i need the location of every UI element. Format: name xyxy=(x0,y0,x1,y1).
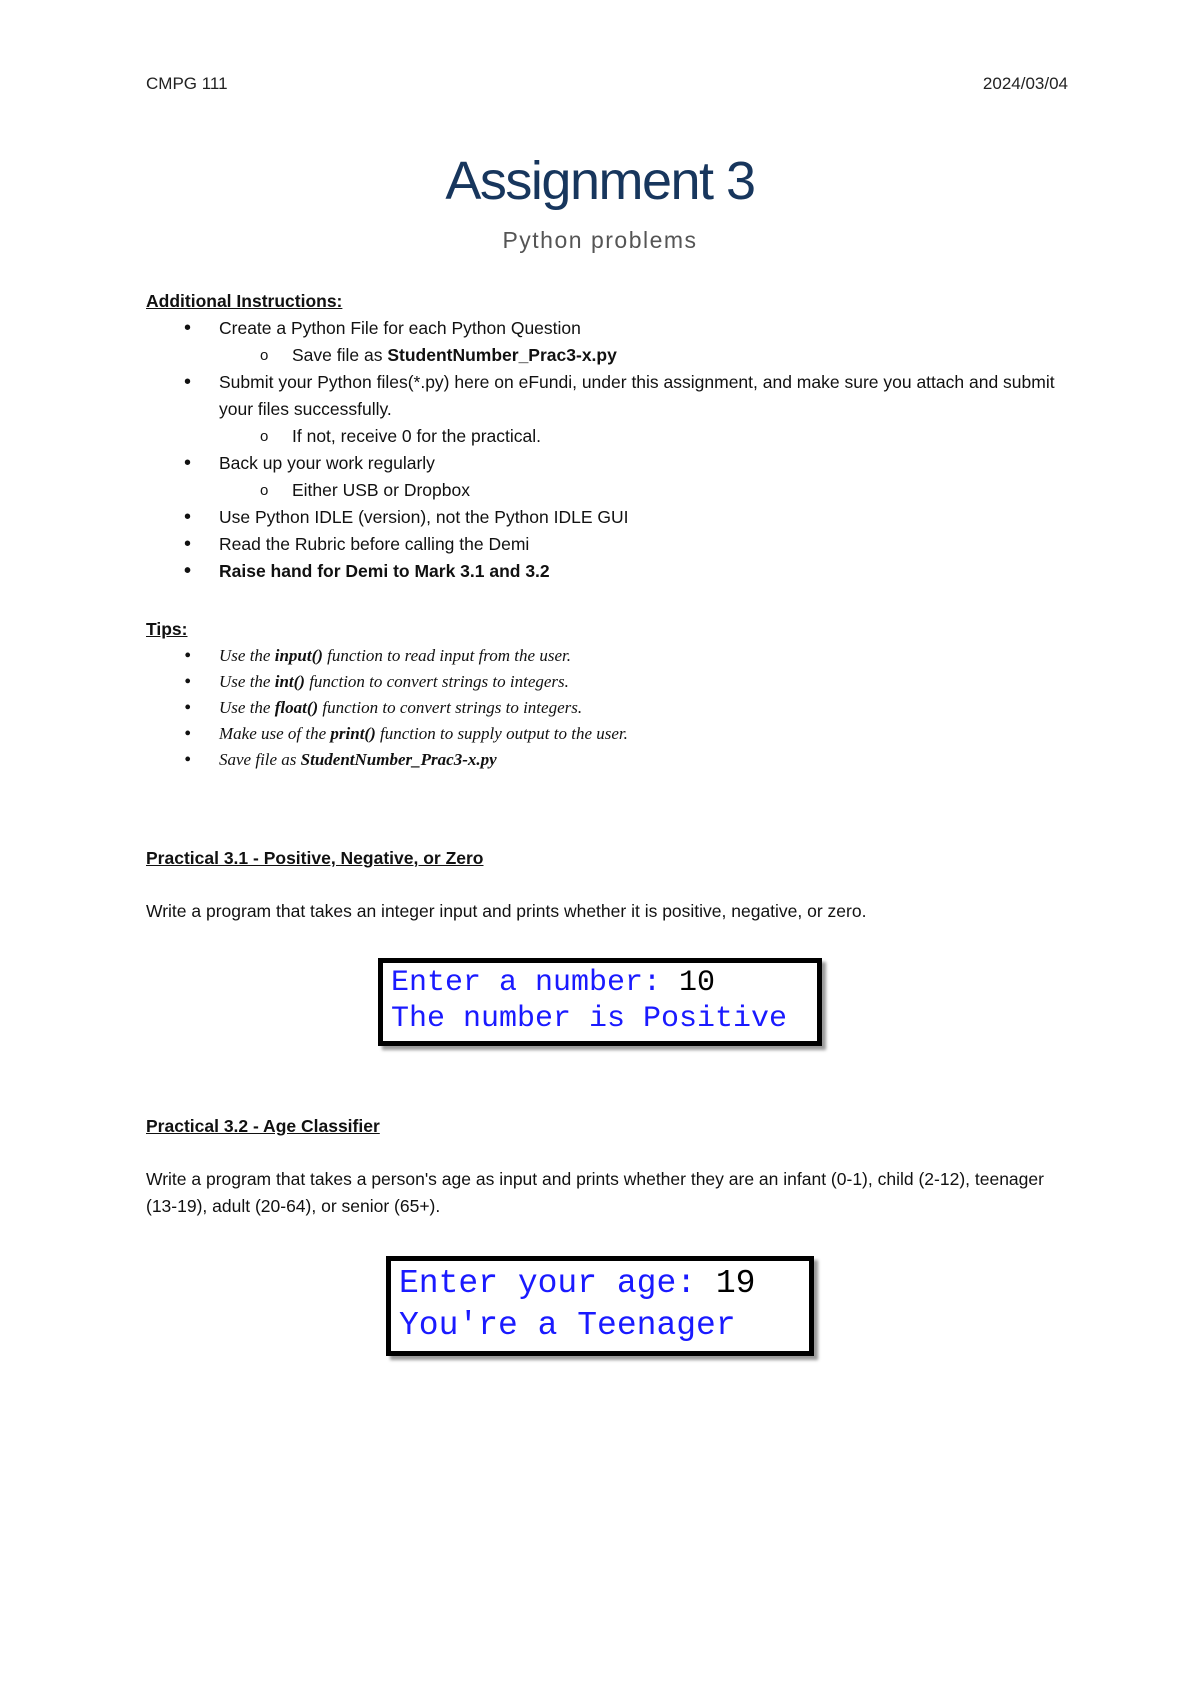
practical-3-2-heading: Practical 3.2 - Age Classifier xyxy=(146,1116,380,1136)
list-subitem: o Either USB or Dropbox xyxy=(146,477,1066,504)
list-item: • Submit your Python files(*.py) here on eFundi, under this assignment, and make sure you attach and submit your files successfully. xyxy=(146,369,1066,423)
console-line: The number is Positive xyxy=(391,1002,788,1036)
filename-bold: StudentNumber_Prac3-x.py xyxy=(387,345,617,365)
console-output-3-2 xyxy=(386,1256,814,1356)
tip-text: function to supply output to the user. xyxy=(375,724,628,743)
practical-3-2-description: Write a program that takes a person's age as input and prints whether they are an infant (0-1), child (2-12), teenager (13-19), adult (20-64), or senior (65+). xyxy=(146,1169,1044,1216)
tips-section xyxy=(146,616,1066,773)
page-title: Assignment 3 xyxy=(445,151,755,211)
tip-text: function to convert strings to integers. xyxy=(304,672,569,691)
tip-code: int() xyxy=(274,672,305,691)
list-item xyxy=(146,747,1066,773)
list-item xyxy=(146,669,1066,695)
tip-code: StudentNumber_Prac3-x.py xyxy=(300,750,497,769)
list-item: • Read the Rubric before calling the Demi xyxy=(146,531,1066,558)
tip-text: function to read input from the user. xyxy=(322,646,571,665)
instructions-list xyxy=(146,315,1066,585)
list-subitem-text: Save file as xyxy=(292,345,388,365)
console-line: You're a Teenager xyxy=(399,1307,736,1344)
tip-text: Use the xyxy=(219,672,275,691)
list-item: • Create a Python File for each Python Question xyxy=(146,315,1066,342)
list-item xyxy=(146,695,1066,721)
tips-list xyxy=(146,643,1066,773)
list-subitem xyxy=(146,342,1066,369)
practical-3-1-heading: Practical 3.1 - Positive, Negative, or Zero xyxy=(146,848,484,868)
header-date: 2024/03/04 xyxy=(982,74,1068,93)
list-subitem: o If not, receive 0 for the practical. xyxy=(146,423,1066,450)
tip-text: Save file as xyxy=(219,750,301,769)
console-input: 19 xyxy=(715,1265,756,1302)
tip-code: input() xyxy=(274,646,323,665)
practical-3-1-section xyxy=(146,845,1066,925)
list-item: • Back up your work regularly xyxy=(146,450,1066,477)
console-prompt: Enter your age: xyxy=(399,1265,716,1302)
instructions-heading: Additional Instructions: xyxy=(146,291,343,311)
tips-heading: Tips: xyxy=(146,619,188,639)
console-output-3-1 xyxy=(378,958,822,1046)
tip-text: Use the xyxy=(219,646,275,665)
console-line xyxy=(391,965,809,1001)
practical-3-2-section xyxy=(146,1113,1066,1220)
tip-code: float() xyxy=(274,698,319,717)
console-input: 10 xyxy=(679,966,716,1000)
list-item xyxy=(146,721,1066,747)
instructions-section xyxy=(146,288,1066,585)
console-line xyxy=(399,1263,801,1305)
list-item: • Use Python IDLE (version), not the Python IDLE GUI xyxy=(146,504,1066,531)
page-subtitle: Python problems xyxy=(502,227,698,253)
tip-text: Make use of the xyxy=(219,724,331,743)
tip-text: Use the xyxy=(219,698,275,717)
list-item xyxy=(146,643,1066,669)
tip-code: print() xyxy=(330,724,376,743)
console-prompt: Enter a number: xyxy=(391,966,680,1000)
tip-text: function to convert strings to integers. xyxy=(318,698,583,717)
header-course: CMPG 111 xyxy=(146,74,228,93)
list-item: • Raise hand for Demi to Mark 3.1 and 3.2 xyxy=(146,558,1066,585)
practical-3-1-description: Write a program that takes an integer input and prints whether it is positive, negative, or zero. xyxy=(146,901,867,921)
